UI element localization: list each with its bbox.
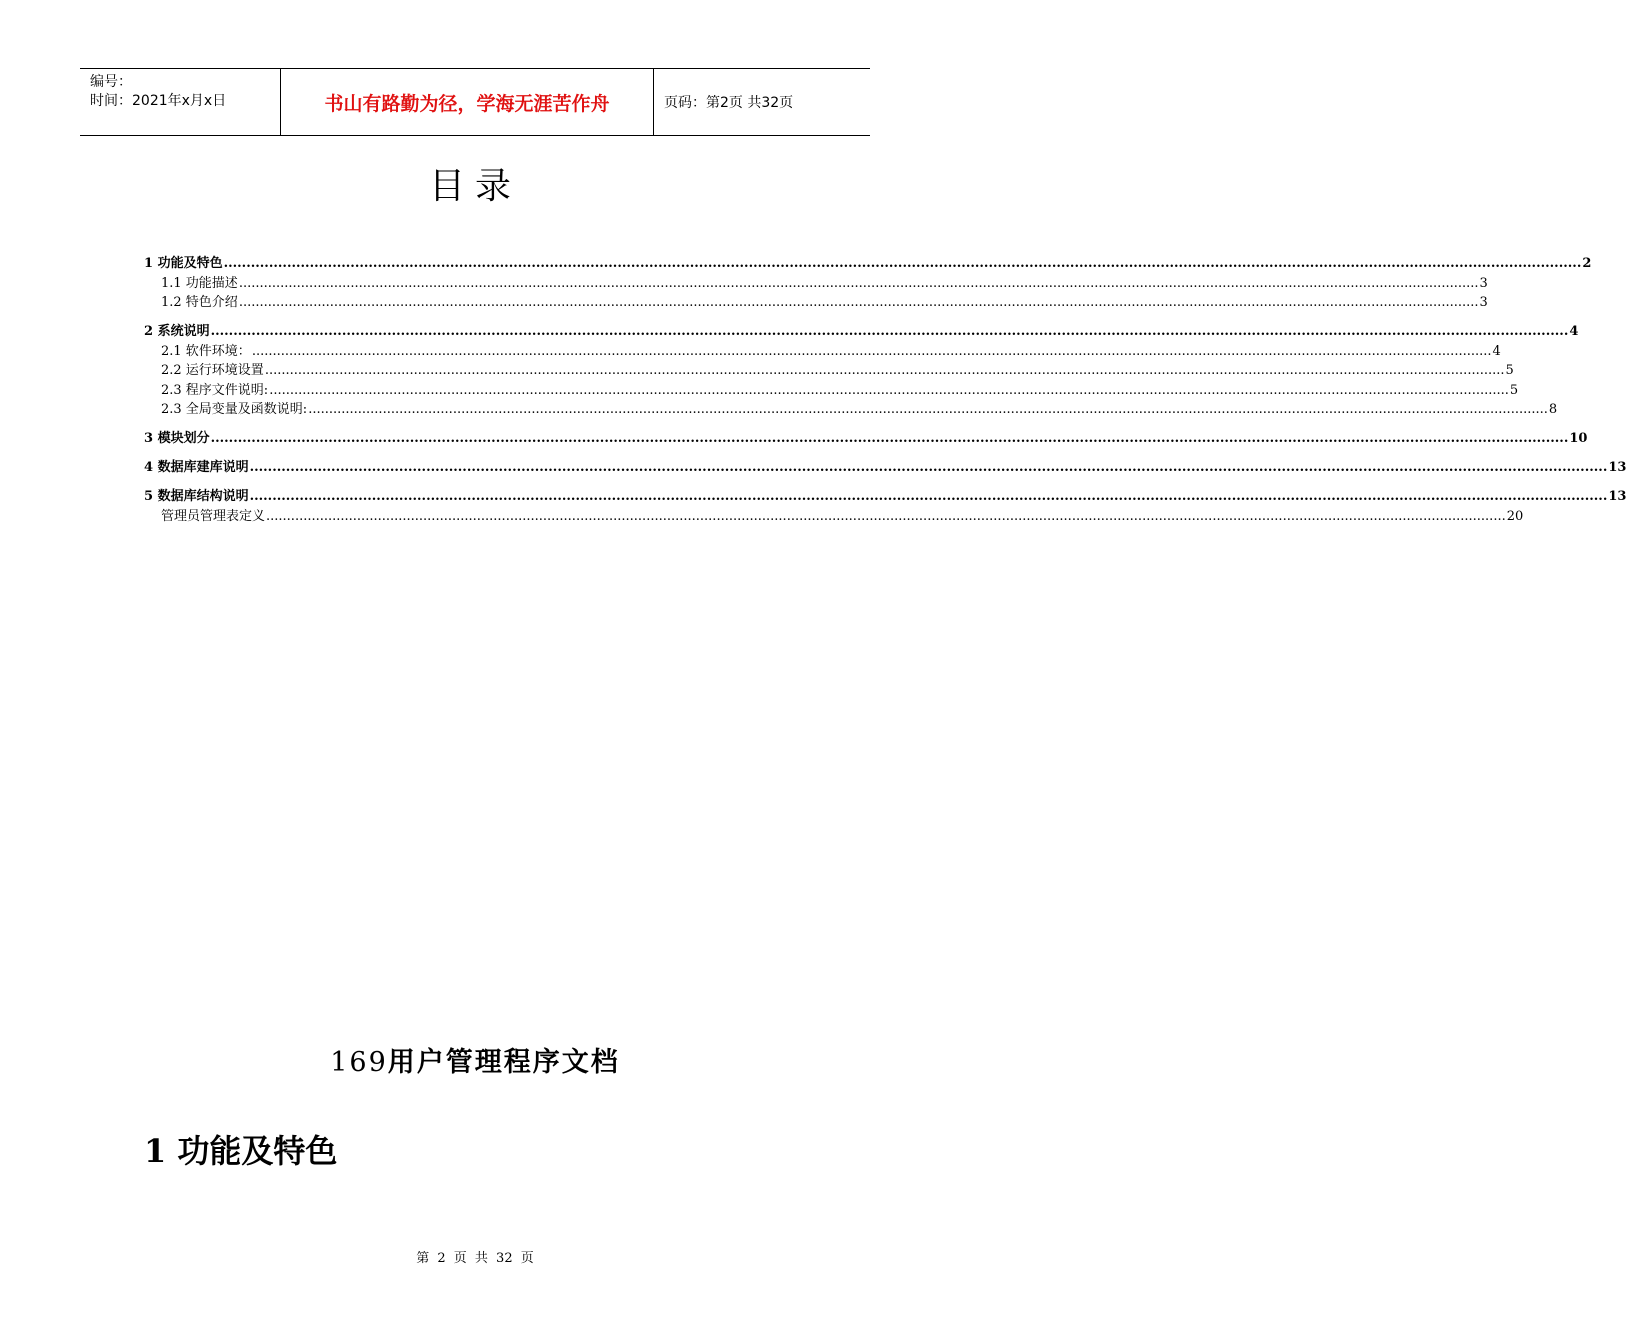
toc-leader-dots: ............................................................................................................................................................................................................................................................................................................ (308, 402, 1548, 417)
toc-entry[interactable] (144, 487, 1626, 507)
toc-leader-dots: ............................................................................................................................................................................................................................................................................................................ (251, 343, 1492, 359)
toc-entry-page: 2 (1582, 256, 1592, 271)
document-title (0, 1040, 950, 1079)
toc-entry-label: 1 功能及特色 (144, 256, 223, 271)
section-heading: 1 功能及特色 (144, 1132, 338, 1170)
toc-entry-label: 2.2 运行环境设置 (161, 363, 264, 378)
toc-entry-label: 2 系统说明 (144, 324, 210, 339)
toc-entry-page: 5 (1509, 382, 1519, 398)
toc-entry-label: 4 数据库建库说明 (144, 460, 249, 475)
toc-entry-page: 13 (1608, 489, 1626, 504)
page-header (80, 68, 870, 136)
toc-entry[interactable] (144, 293, 1488, 313)
toc-entry-label: 2.1 软件环境： (161, 343, 251, 359)
toc-entry[interactable] (144, 322, 1579, 342)
toc-entry[interactable] (144, 342, 1501, 362)
toc-entry[interactable] (144, 254, 1592, 274)
document-title-number: 169 (330, 1047, 388, 1078)
header-meta (80, 69, 281, 135)
toc-entry-page: 3 (1479, 275, 1488, 291)
toc-entry-label: 2.3 全局变量及函数说明: (161, 402, 308, 417)
toc-leader-dots: ............................................................................................................................................................................................................................................................................................................ (269, 382, 1509, 398)
toc-entry-page: 5 (1505, 363, 1514, 378)
toc-entry[interactable] (144, 400, 1558, 420)
table-of-contents (144, 254, 1626, 526)
toc-entry[interactable] (144, 361, 1514, 381)
toc-entry[interactable] (144, 274, 1488, 294)
toc-leader-dots: ............................................................................................................................................................................................................................................................................................................ (264, 363, 1505, 378)
toc-entry-label: 5 数据库结构说明 (144, 489, 249, 504)
toc-entry-page: 8 (1548, 402, 1558, 417)
toc-entry-label: 1.2 特色介绍 (161, 295, 238, 310)
toc-leader-dots: ............................................................................................................................................................................................................................................................................................................ (223, 256, 1582, 271)
toc-leader-dots: ............................................................................................................................................................................................................................................................................................................ (210, 431, 1569, 446)
toc-entry[interactable] (144, 458, 1626, 478)
toc-leader-dots: ............................................................................................................................................................................................................................................................................................................ (210, 324, 1569, 339)
toc-leader-dots: ............................................................................................................................................................................................................................................................................................................ (249, 489, 1608, 504)
toc-entry-page: 4 (1569, 324, 1579, 339)
toc-entry[interactable] (144, 507, 1524, 527)
toc-entry-page: 3 (1479, 295, 1488, 310)
toc-entry[interactable] (144, 381, 1519, 401)
toc-entry-page: 4 (1492, 343, 1501, 359)
toc-entry-label: 管理员管理表定义 (161, 508, 266, 524)
toc-entry-label: 2.3 程序文件说明: (161, 382, 269, 398)
header-page: 页码：第2页 共32页 (664, 95, 794, 111)
toc-entry-page: 13 (1608, 460, 1626, 475)
toc-title: 目录 (428, 166, 521, 207)
header-number: 编号： (90, 74, 132, 90)
toc-entry-page: 20 (1506, 508, 1524, 524)
document-title-text: 用户管理程序文档 (387, 1047, 620, 1078)
toc-leader-dots: ............................................................................................................................................................................................................................................................................................................ (238, 295, 1479, 310)
header-motto: 书山有路勤为径，学海无涯苦作舟 (281, 69, 654, 135)
toc-entry-label: 3 模块划分 (144, 431, 210, 446)
page-footer: 第 2 页 共 32 页 (416, 1251, 534, 1266)
toc-leader-dots: ............................................................................................................................................................................................................................................................................................................ (238, 275, 1479, 291)
toc-leader-dots: ............................................................................................................................................................................................................................................................................................................ (249, 460, 1608, 475)
toc-leader-dots: ............................................................................................................................................................................................................................................................................................................ (266, 508, 1506, 524)
toc-entry[interactable] (144, 429, 1588, 449)
toc-entry-page: 10 (1569, 431, 1588, 446)
header-time: 时间：2021年x月x日 (90, 93, 227, 109)
toc-entry-label: 1.1 功能描述 (161, 275, 238, 291)
